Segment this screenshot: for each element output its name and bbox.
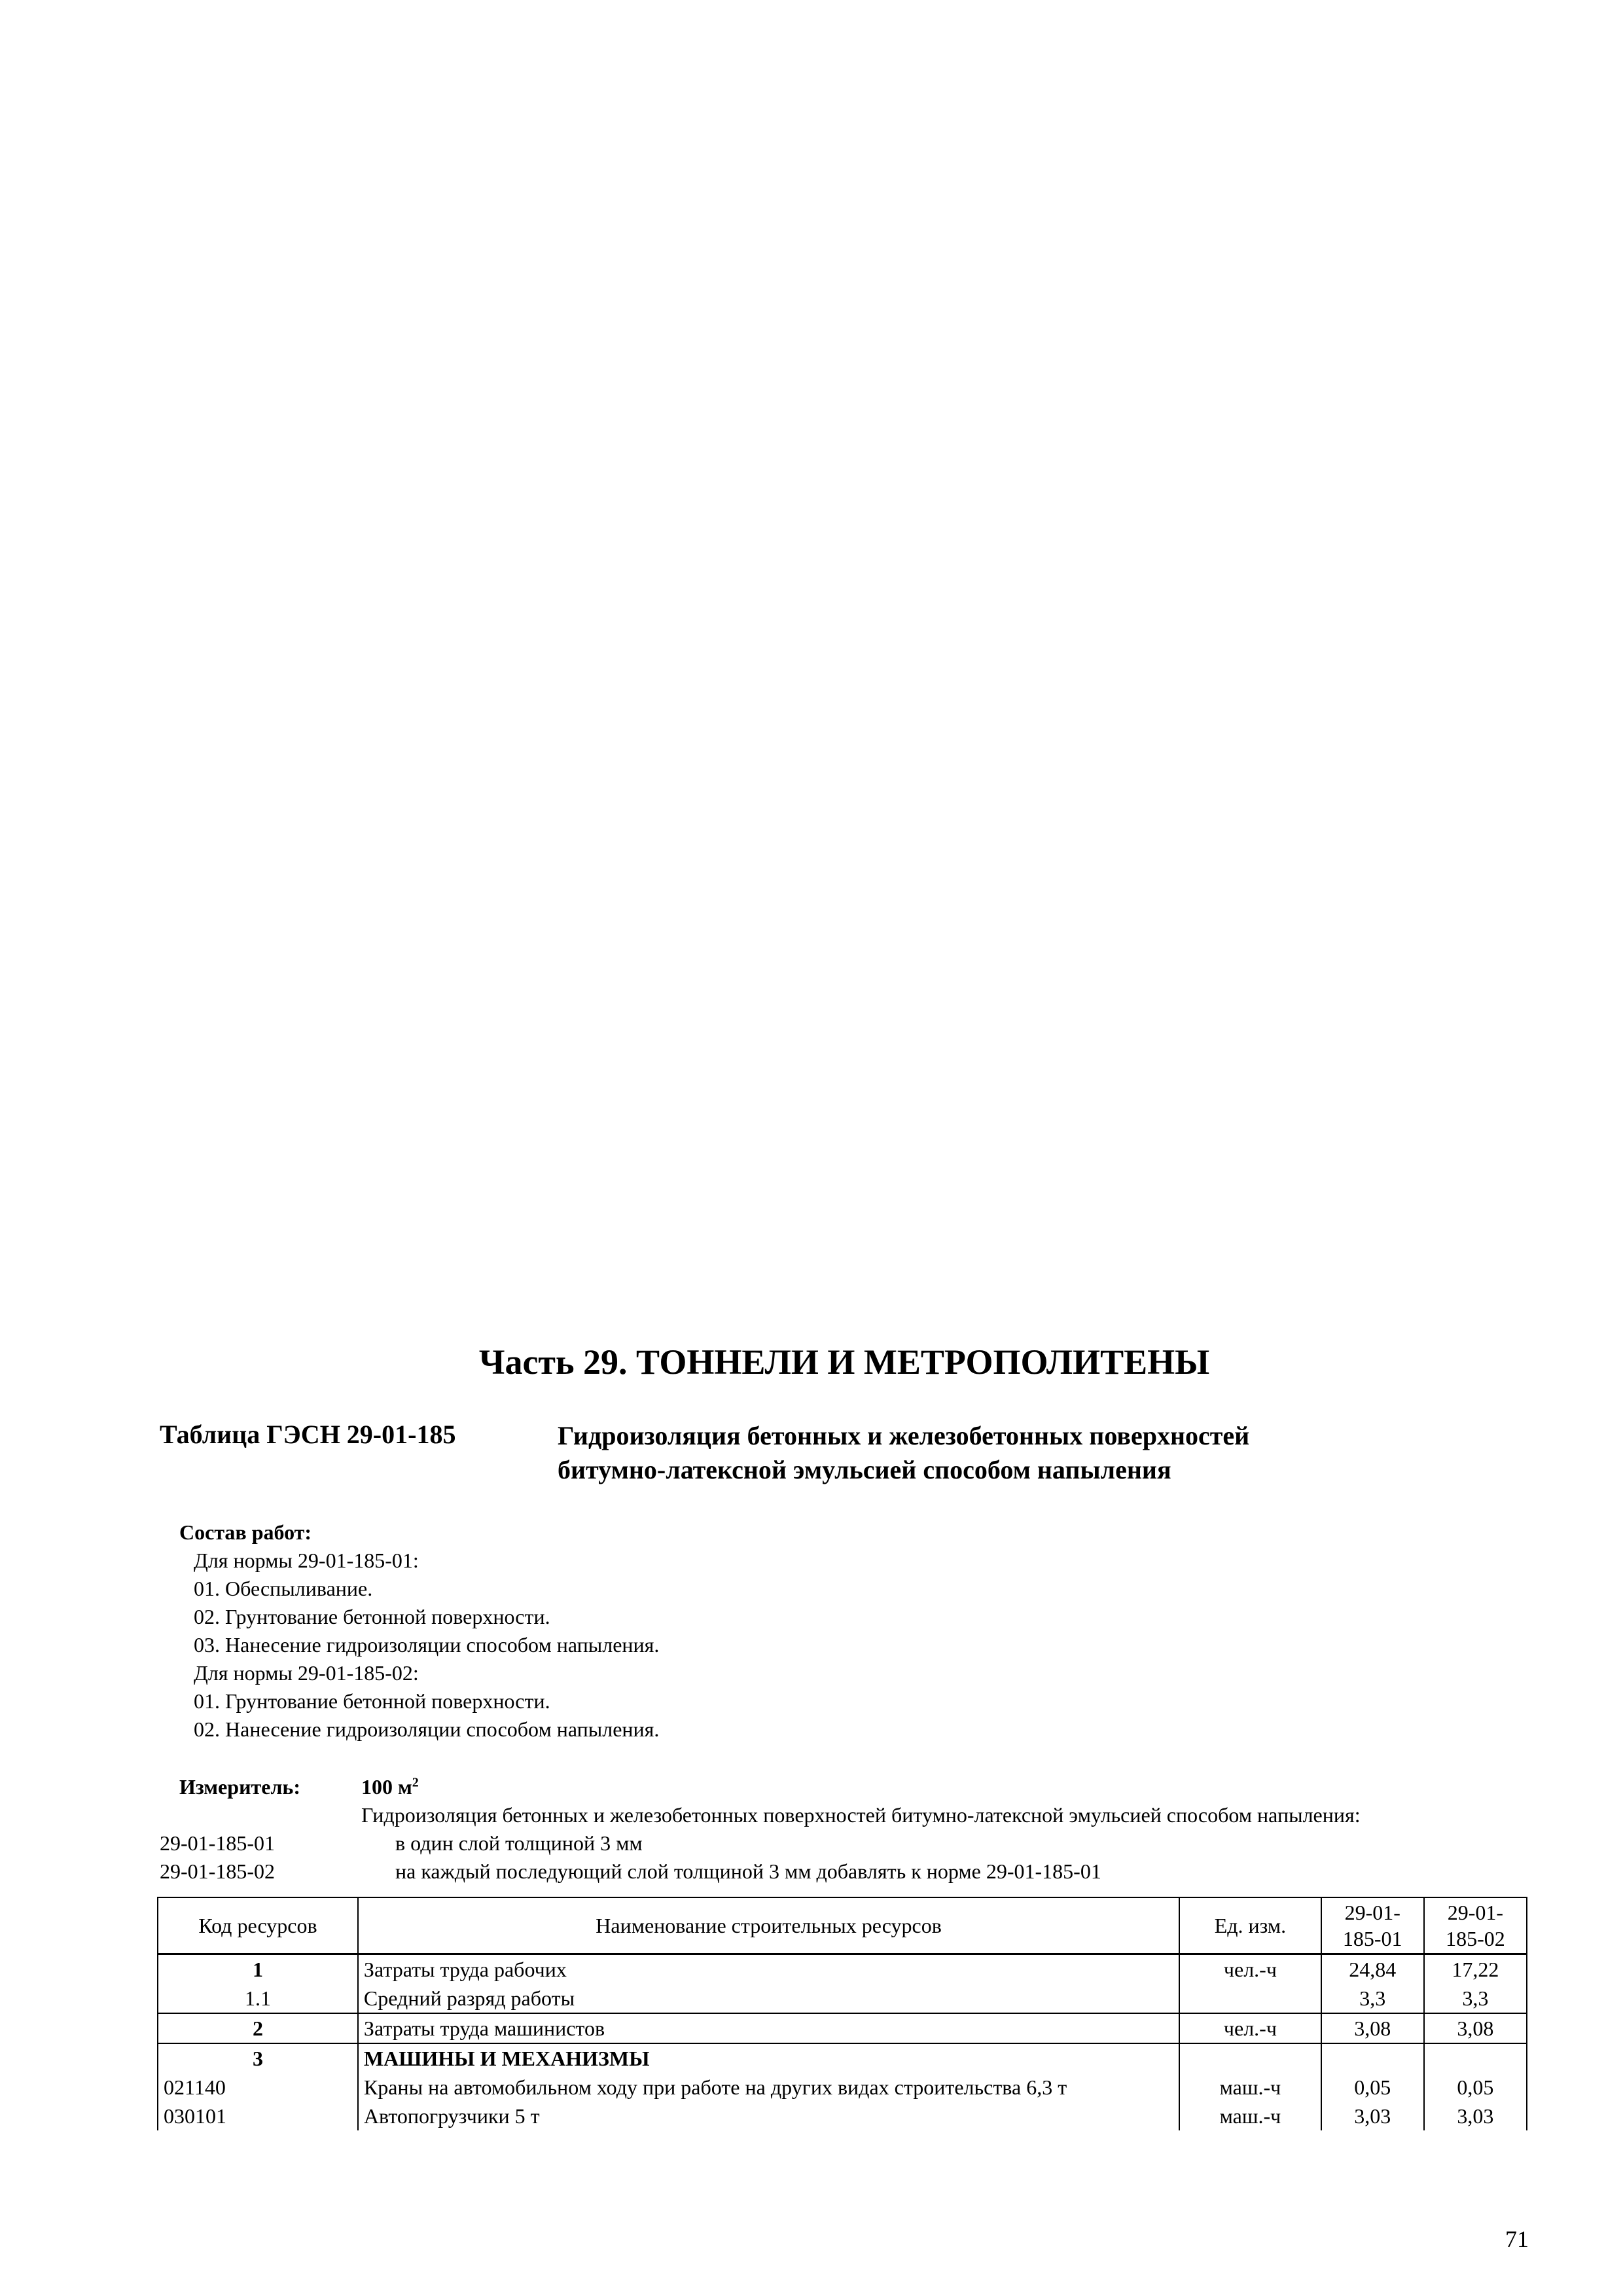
table-row (158, 1954, 1527, 1984)
cell-name: Краны на автомобильном ходу при работе на других видах строительства 6,3 т (358, 2073, 1179, 2102)
header-code: Код ресурсов (158, 1897, 358, 1954)
cell-unit (1179, 1984, 1321, 2013)
cell-value-02: 0,05 (1424, 2073, 1527, 2102)
norm-description: Гидроизоляция бетонных и железобетонных поверхностей битумно-латексной эмульсией способом напыления: (361, 1803, 1361, 1827)
meter-superscript: 2 (412, 1775, 419, 1790)
cell-code: 030101 (158, 2102, 358, 2130)
composition-line: Для нормы 29-01-185-01: (194, 1549, 419, 1572)
cell-value-01 (1321, 2043, 1424, 2073)
cell-name: Средний разряд работы (358, 1984, 1179, 2013)
cell-unit: маш.-ч (1179, 2073, 1321, 2102)
table-row (158, 2013, 1527, 2043)
norm-text: в один слой толщиной 3 мм (395, 1831, 643, 1855)
cell-value-02: 3,3 (1424, 1984, 1527, 2013)
cell-value-01: 3,03 (1321, 2102, 1424, 2130)
composition-line: 01. Обеспыливание. (194, 1577, 373, 1600)
cell-name: Затраты труда машинистов (358, 2013, 1179, 2043)
work-composition (179, 1518, 659, 1744)
table-row (158, 2102, 1527, 2130)
norm-row (160, 1857, 1101, 1886)
header-name: Наименование строительных ресурсов (358, 1897, 1179, 1954)
cell-value-02: 3,08 (1424, 2013, 1527, 2043)
norm-row (160, 1829, 1101, 1857)
cell-code: 1 (158, 1954, 358, 1984)
table-title-line-2: битумно-латексной эмульсией способом напыления (558, 1455, 1171, 1484)
page-number: 71 (1505, 2226, 1529, 2252)
norm-code: 29-01-185-02 (160, 1859, 275, 1883)
resources-table (157, 1897, 1527, 2130)
table-row (158, 2043, 1527, 2073)
table-title (558, 1419, 1249, 1487)
cell-value-01: 24,84 (1321, 1954, 1424, 1984)
cell-value-01: 3,08 (1321, 2013, 1424, 2043)
table-row (158, 2073, 1527, 2102)
cell-code: 021140 (158, 2073, 358, 2102)
header-norm-02-line2: 185-02 (1446, 1927, 1505, 1950)
cell-value-02: 3,03 (1424, 2102, 1527, 2130)
cell-unit (1179, 2043, 1321, 2073)
composition-line: Для нормы 29-01-185-02: (194, 1661, 419, 1685)
table-row (158, 1984, 1527, 2013)
norm-list (160, 1829, 1101, 1886)
composition-line: 02. Нанесение гидроизоляции способом напыления. (194, 1717, 660, 1741)
composition-line: 02. Грунтование бетонной поверхности. (194, 1605, 550, 1628)
cell-name: Автопогрузчики 5 т (358, 2102, 1179, 2130)
header-unit: Ед. изм. (1179, 1897, 1321, 1954)
table-header-row (158, 1897, 1527, 1954)
meter-value (361, 1775, 419, 1799)
header-norm-01 (1321, 1897, 1424, 1954)
cell-code: 2 (158, 2013, 358, 2043)
cell-name: МАШИНЫ И МЕХАНИЗМЫ (358, 2043, 1179, 2073)
cell-unit: маш.-ч (1179, 2102, 1321, 2130)
meter-label: Измеритель: (179, 1775, 300, 1799)
table-title-line-1: Гидроизоляция бетонных и железобетонных поверхностей (558, 1421, 1250, 1450)
header-norm-01-line1: 29-01- (1344, 1901, 1400, 1924)
cell-code: 1.1 (158, 1984, 358, 2013)
norm-text: на каждый последующий слой толщиной 3 мм добавлять к норме 29-01-185-01 (395, 1859, 1101, 1883)
cell-value-02: 17,22 (1424, 1954, 1527, 1984)
composition-line: 03. Нанесение гидроизоляции способом напыления. (194, 1633, 660, 1657)
composition-heading: Состав работ: (179, 1520, 312, 1544)
meter-value-text: 100 м (361, 1775, 412, 1799)
table-code: Таблица ГЭСН 29-01-185 (160, 1420, 456, 1449)
header-norm-02 (1424, 1897, 1527, 1954)
cell-name: Затраты труда рабочих (358, 1954, 1179, 1984)
header-norm-02-line1: 29-01- (1447, 1901, 1504, 1924)
cell-value-01: 0,05 (1321, 2073, 1424, 2102)
cell-code: 3 (158, 2043, 358, 2073)
header-norm-01-line2: 185-01 (1342, 1927, 1402, 1950)
norm-code: 29-01-185-01 (160, 1831, 275, 1855)
cell-value-01: 3,3 (1321, 1984, 1424, 2013)
part-title: Часть 29. ТОННЕЛИ И МЕТРОПОЛИТЕНЫ (478, 1342, 1210, 1382)
composition-line: 01. Грунтование бетонной поверхности. (194, 1689, 550, 1713)
cell-unit: чел.-ч (1179, 2013, 1321, 2043)
cell-unit: чел.-ч (1179, 1954, 1321, 1984)
cell-value-02 (1424, 2043, 1527, 2073)
